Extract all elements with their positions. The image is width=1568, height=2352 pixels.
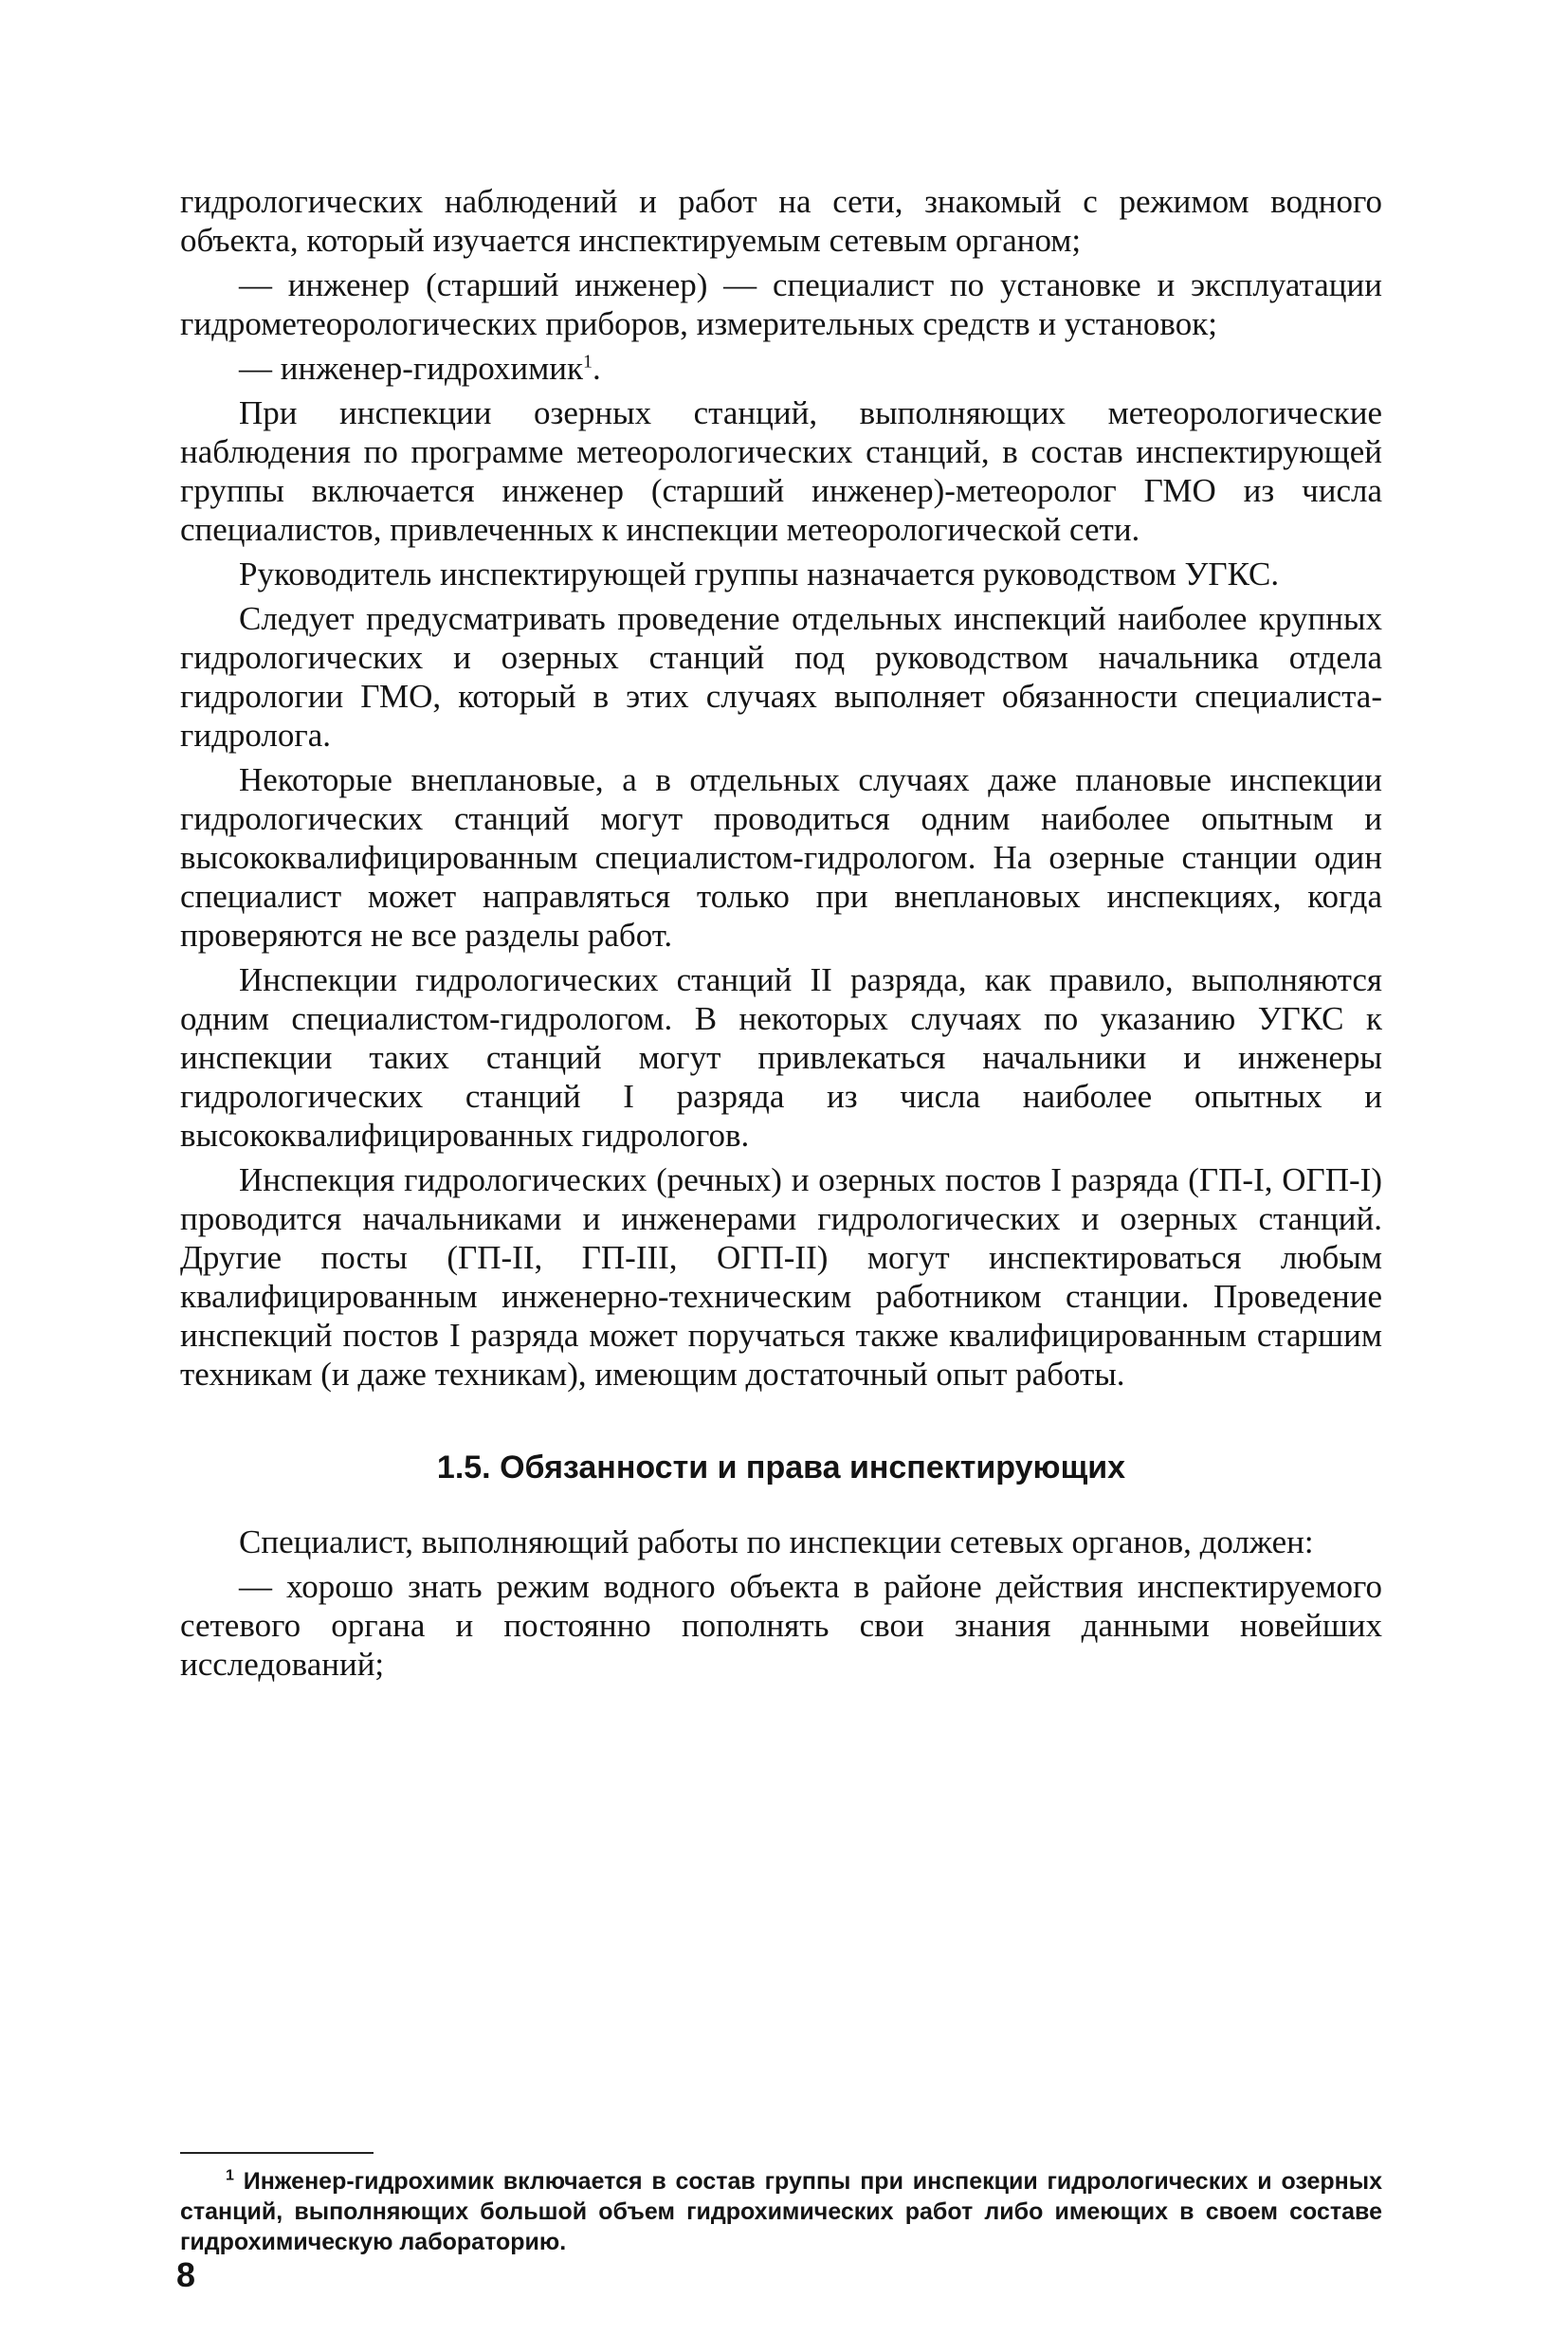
footnote-text: Инженер-гидрохимик включается в состав группы при инспекции гидрологических и озерных станций, выполняющих большой объем гидрохимических работ либо имеющих в своем составе гидрохимическую лабораторию. xyxy=(180,2168,1383,2255)
section-heading: 1.5. Обязанности и права инспектирующих xyxy=(436,1449,1126,1486)
list-item-hydrochemist: — инженер-гидрохимик$^1$. xyxy=(239,350,601,387)
paragraph-continuation: гидрологических наблюдений и работ на сети, знакомый с режимом водного объекта, который изучается инспектируемым сетевым органом; xyxy=(180,183,1382,259)
list-item-engineer: — инженер (старший инженер) — специалист по установке и эксплуатации гидрометеорологических приборов, измерительных средств и установок; xyxy=(180,266,1382,342)
paragraph-group-leader: Руководитель инспектирующей группы назначается руководством УГКС. xyxy=(239,556,1280,593)
page-number: 8 xyxy=(176,2255,196,2294)
footnote-divider xyxy=(180,2152,374,2154)
footnote-reference: 1 xyxy=(583,351,593,373)
footnote-marker: 1 xyxy=(226,2167,234,2184)
paragraph-lake-stations: При инспекции озерных станций, выполняющих метеорологические наблюдения по программе метеорологических станций, в состав инспектирующей группы включается инженер (старший инженер)-метеоролог ГМО из числа специалистов, привлеченных к инспекции метеорологической сети. xyxy=(180,394,1382,548)
paragraph-specialist-duties: Специалист, выполняющий работы по инспекции сетевых органов, должен: xyxy=(239,1523,1314,1560)
footnote xyxy=(180,2166,1382,2257)
paragraph-unscheduled: Некоторые внеплановые, а в отдельных случаях даже плановые инспекции гидрологических станций могут проводиться одним наиболее опытным и высококвалифицированным специалистом-гидрологом. На озерные станции один специалист может направляться только при внеплановых инспекциях, когда проверяются не все разделы работ. xyxy=(180,761,1382,954)
list-item-hydrochemist-text: — инженер-гидрохимик xyxy=(239,350,584,387)
paragraph-large-stations: Следует предусматривать проведение отдельных инспекций наиболее крупных гидрологических и озерных станций под руководством начальника отдела гидрологии ГМО, который в этих случаях выполняет обязанности специалиста-гидролога. xyxy=(180,600,1382,754)
paragraph-category-two: Инспекции гидрологических станций II разряда, как правило, выполняются одним специалистом-гидрологом. В некоторых случаях по указанию УГКС к инспекции таких станций могут привлекаться начальники и инженеры гидрологических станций I разряда из числа наиболее опытных и высококвалифицированных гидрологов. xyxy=(180,961,1382,1154)
body-text xyxy=(180,182,1382,1684)
paragraph-posts: Инспекция гидрологических (речных) и озерных постов I разряда (ГП-I, ОГП-I) проводится начальниками и инженерами гидрологических и озерных станций. Другие посты (ГП-II, ГП-III, ОГП-II) могут инспектироваться любым квалифицированным инженерно-техническим работником станции. Проведение инспекций постов I разряда может поручаться также квалифицированным старшим техникам (и даже техникам), имеющим достаточный опыт работы. xyxy=(180,1161,1382,1393)
list-item-know-regime: — хорошо знать режим водного объекта в районе действия инспектируемого сетевого органа и постоянно пополнять свои знания данными новейших исследований; xyxy=(180,1568,1382,1683)
